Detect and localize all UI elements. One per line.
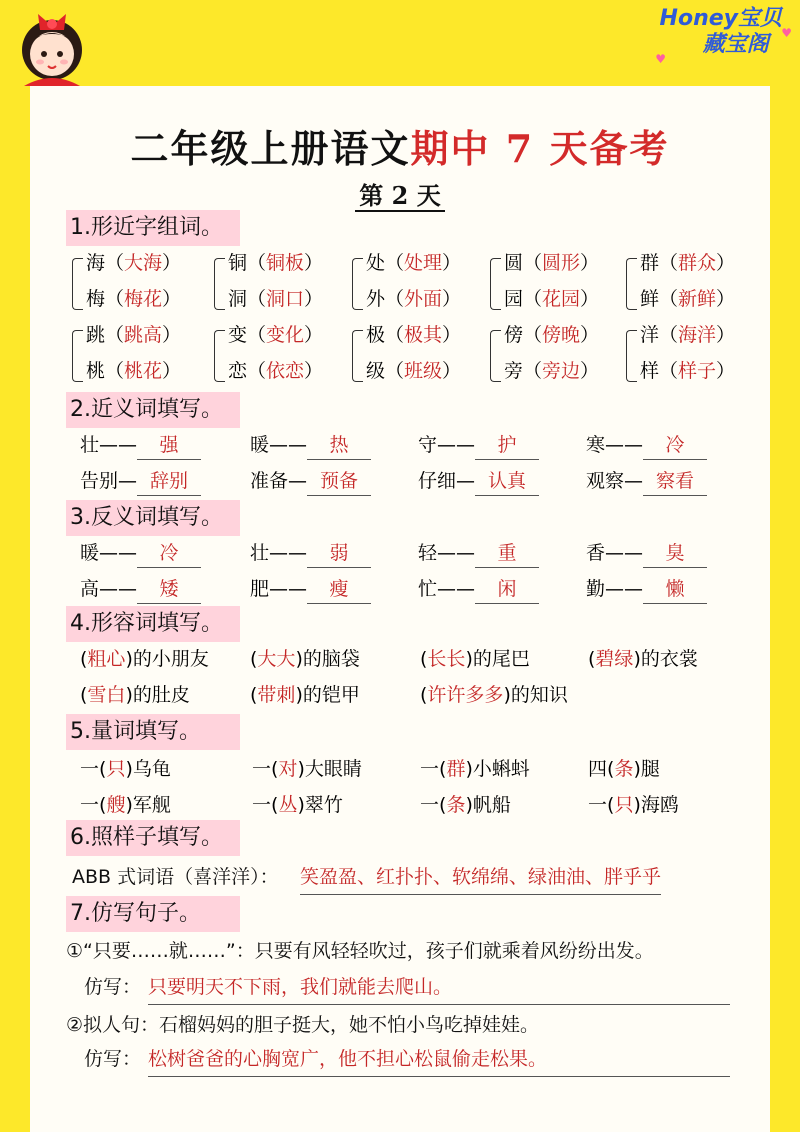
paren-open: （ [105,252,125,274]
char-pair [626,320,766,392]
paren-open: ( [80,648,88,670]
pair-word: 洞口 [266,288,305,310]
paren-close: ) [465,794,473,816]
paren-close: ） [716,324,736,346]
measure-item [588,788,679,822]
pair-line [86,248,181,275]
paren-open: （ [523,360,543,382]
paren-open: ( [420,684,428,706]
synonyms-answer: 辞别 [137,467,201,496]
pair-word: 外面 [404,288,443,310]
paren-close: ) [633,758,641,780]
synonyms-answer: 强 [137,431,201,460]
pair-char: 园 [504,288,524,310]
synonyms-answer: 预备 [307,467,371,496]
paren-close: ) [295,684,303,706]
paren-open: （ [659,252,679,274]
paren-open: （ [105,324,125,346]
title-black: 二年级上册语文 [130,126,411,171]
pair-char: 处 [366,252,386,274]
paren-close: ） [162,252,182,274]
measure-answer: 艘 [106,794,126,816]
pair-word: 旁边 [542,360,581,382]
paren-open: ( [588,648,596,670]
brace-icon [72,258,83,310]
paren-close: ） [580,324,600,346]
antonyms-answer: 矮 [137,575,201,604]
adjective-answer: 许许多多 [427,684,504,706]
paren-open: （ [105,288,125,310]
measure-noun: 小蝌蚪 [472,758,530,780]
pair-line [228,356,323,383]
antonyms-item [586,572,707,606]
synonyms-answer: 热 [307,431,371,460]
paren-close: ) [503,684,511,706]
antonyms-question: 暖—— [80,542,138,564]
paren-open: ( [99,794,107,816]
paren-close: ） [442,324,462,346]
synonyms-answer: 冷 [643,431,707,460]
synonyms-item [586,464,707,498]
paren-open: （ [385,360,405,382]
antonyms-answer: 闲 [475,575,539,604]
adjective-answer: 长长 [427,648,466,670]
synonyms-question: 告别— [80,470,138,492]
pair-line [504,356,599,383]
adjective-noun: 的衣裳 [640,648,698,670]
pair-char: 级 [366,360,386,382]
antonyms-question: 香—— [586,542,644,564]
antonyms-answer: 瘦 [307,575,371,604]
paren-close: ） [162,360,182,382]
antonyms-answer: 冷 [137,539,201,568]
paren-open: （ [247,252,267,274]
pair-word: 处理 [404,252,443,274]
pair-word: 花园 [542,288,581,310]
adjective-item [250,678,360,712]
paren-open: （ [247,288,267,310]
brand-line1: Honey宝贝 [659,6,782,31]
synonyms-answer: 护 [475,431,539,460]
adjective-item [80,678,190,712]
paren-open: （ [659,324,679,346]
pair-char: 变 [228,324,248,346]
antonyms-question: 勤—— [586,578,644,600]
section-5-heading: 5.量词填写。 [66,714,240,750]
char-pair [72,320,212,392]
paren-close: ） [442,252,462,274]
paren-open: （ [105,360,125,382]
paren-close: ) [633,648,641,670]
page-subtitle: 第 2 天 [0,176,800,211]
adjective-item [250,642,360,676]
char-pair [214,248,354,320]
measure-noun: 腿 [640,758,660,780]
paren-open: （ [659,288,679,310]
paren-close: ) [125,758,133,780]
measure-item [420,788,511,822]
imitate-question-1: ①“只要……就……”：只要有风轻轻吹过，孩子们就乘着风纷纷出发。 [66,940,654,962]
brace-icon [352,258,363,310]
measure-item [420,752,530,786]
measure-prefix: 一 [588,794,608,816]
paren-close: ） [580,360,600,382]
char-pair [626,248,766,320]
paren-open: （ [385,324,405,346]
adjective-answer: 雪白 [87,684,126,706]
pair-word: 极其 [404,324,443,346]
pair-char: 鲜 [640,288,660,310]
adjective-item [588,642,698,676]
measure-answer: 只 [106,758,126,780]
paren-close: ） [716,252,736,274]
synonyms-item [418,428,539,462]
pair-char: 海 [86,252,106,274]
pair-line [504,248,599,275]
paren-open: （ [523,324,543,346]
char-pair [352,248,492,320]
paren-close: ) [125,684,133,706]
synonyms-item [80,464,201,498]
pair-word: 海洋 [678,324,717,346]
char-pair [72,248,212,320]
adjective-answer: 碧绿 [595,648,634,670]
char-pair [352,320,492,392]
pair-line [366,320,461,347]
measure-prefix: 一 [252,794,272,816]
pair-line [366,284,461,311]
antonyms-question: 高—— [80,578,138,600]
measure-prefix: 四 [588,758,608,780]
antonyms-item [80,536,201,570]
pair-char: 傍 [504,324,524,346]
pair-char: 洞 [228,288,248,310]
pair-line [86,320,181,347]
adjective-answer: 粗心 [87,648,126,670]
paren-close: ） [580,288,600,310]
synonyms-question: 壮—— [80,434,138,456]
adjective-noun: 的小朋友 [132,648,209,670]
adjective-noun: 的知识 [510,684,568,706]
brace-icon [490,258,501,310]
paren-open: ( [250,684,258,706]
pair-line [640,356,735,383]
pair-line [228,284,323,311]
synonyms-question: 观察— [586,470,644,492]
antonyms-answer: 弱 [307,539,371,568]
paren-close: ） [304,360,324,382]
synonyms-question: 暖—— [250,434,308,456]
paren-open: （ [523,252,543,274]
paren-open: ( [607,758,615,780]
antonyms-answer: 臭 [643,539,707,568]
synonyms-answer: 认真 [475,467,539,496]
pair-word: 样子 [678,360,717,382]
pair-char: 洋 [640,324,660,346]
pair-char: 桃 [86,360,106,382]
abb-label: ABB 式词语（喜洋洋）： [72,866,279,888]
paren-open: ( [250,648,258,670]
adjective-noun: 的尾巴 [472,648,530,670]
antonyms-item [586,536,707,570]
brand-logo [660,6,782,58]
synonyms-item [586,428,707,462]
pair-word: 大海 [124,252,163,274]
measure-item [588,752,660,786]
synonyms-item [418,464,539,498]
pair-char: 极 [366,324,386,346]
paren-close: ） [304,288,324,310]
paren-open: ( [271,794,279,816]
measure-item [80,752,171,786]
paren-open: （ [247,324,267,346]
pair-char: 外 [366,288,386,310]
adjective-noun: 的肚皮 [132,684,190,706]
paren-close: ) [295,648,303,670]
synonyms-question: 仔细— [418,470,476,492]
paren-open: ( [99,758,107,780]
paren-open: （ [523,288,543,310]
measure-prefix: 一 [252,758,272,780]
paren-close: ） [304,324,324,346]
brace-icon [626,258,637,310]
measure-noun: 大眼睛 [304,758,362,780]
brace-icon [214,258,225,310]
pair-char: 圆 [504,252,524,274]
paren-close: ) [297,758,305,780]
adjective-noun: 的脑袋 [302,648,360,670]
paren-close: ） [580,252,600,274]
synonyms-question: 寒—— [586,434,644,456]
section-4-heading: 4.形容词填写。 [66,606,240,642]
measure-noun: 海鸥 [640,794,679,816]
antonyms-answer: 懒 [643,575,707,604]
heart-icon: ♥ [655,52,666,66]
paren-close: ） [442,360,462,382]
imitate-answer-1: 仿写： 只要明天不下雨，我们就能去爬山。 [84,970,734,1004]
char-pair [490,320,630,392]
paren-close: ) [465,648,473,670]
measure-prefix: 一 [420,758,440,780]
synonyms-item [250,464,371,498]
pair-word: 跳高 [124,324,163,346]
antonyms-question: 忙—— [418,578,476,600]
abb-answer: 笑盈盈、红扑扑、软绵绵、绿油油、胖乎乎 [300,860,661,895]
section-3-heading: 3.反义词填写。 [66,500,240,536]
antonyms-question: 肥—— [250,578,308,600]
char-pair [490,248,630,320]
brace-icon [626,330,637,382]
pair-line [504,320,599,347]
paren-open: ( [271,758,279,780]
pair-char: 跳 [86,324,106,346]
measure-noun: 帆船 [472,794,511,816]
pair-word: 傍晚 [542,324,581,346]
measure-answer: 对 [278,758,298,780]
pair-word: 圆形 [542,252,581,274]
pair-char: 样 [640,360,660,382]
pair-line [366,356,461,383]
char-pair [214,320,354,392]
paren-close: ) [125,794,133,816]
brace-icon [490,330,501,382]
synonyms-question: 守—— [418,434,476,456]
paren-open: （ [247,360,267,382]
section-7-heading: 7.仿写句子。 [66,896,240,932]
imitate-answer-2: 仿写： 松树爸爸的心胸宽广，他不担心松鼠偷走松果。 [84,1042,734,1076]
synonyms-item [80,428,201,462]
adjective-item [80,642,209,676]
measure-item [252,788,343,822]
paren-close: ） [162,288,182,310]
antonyms-item [250,572,371,606]
measure-answer: 条 [614,758,634,780]
pair-word: 新鲜 [678,288,717,310]
measure-item [252,752,362,786]
abb-row [72,860,762,894]
adjective-item [420,642,530,676]
pair-char: 群 [640,252,660,274]
measure-item [80,788,171,822]
pair-word: 变化 [266,324,305,346]
paren-close: ） [716,288,736,310]
paren-open: ( [439,758,447,780]
paren-close: ) [297,794,305,816]
antonyms-item [250,536,371,570]
pair-line [640,320,735,347]
adjective-noun: 的铠甲 [302,684,360,706]
paren-open: ( [607,794,615,816]
antonyms-question: 壮—— [250,542,308,564]
pair-char: 铜 [228,252,248,274]
measure-answer: 群 [446,758,466,780]
paren-close: ) [633,794,641,816]
pair-word: 群众 [678,252,717,274]
brace-icon [352,330,363,382]
antonyms-question: 轻—— [418,542,476,564]
brand-line2: 藏宝阁 [702,32,769,57]
pair-word: 桃花 [124,360,163,382]
antonyms-item [418,536,539,570]
section-6-heading: 6.照样子填写。 [66,820,240,856]
antonyms-answer: 重 [475,539,539,568]
pair-char: 恋 [228,360,248,382]
paren-close: ) [465,758,473,780]
adjective-answer: 大大 [257,648,296,670]
paren-open: ( [420,648,428,670]
title-red: 期中 7 天备考 [410,126,670,171]
heart-icon: ♥ [781,26,792,40]
pair-char: 梅 [86,288,106,310]
measure-prefix: 一 [80,758,100,780]
pair-line [366,248,461,275]
pair-line [228,320,323,347]
brace-icon [72,330,83,382]
pair-word: 班级 [404,360,443,382]
paren-close: ) [125,648,133,670]
pair-char: 旁 [504,360,524,382]
measure-noun: 乌龟 [132,758,171,780]
measure-answer: 只 [614,794,634,816]
section-2-heading: 2.近义词填写。 [66,392,240,428]
pair-line [86,356,181,383]
measure-prefix: 一 [420,794,440,816]
pair-line [640,248,735,275]
pair-line [228,248,323,275]
pair-word: 梅花 [124,288,163,310]
paren-open: （ [385,288,405,310]
measure-noun: 翠竹 [304,794,343,816]
pair-line [86,284,181,311]
imitate-question-2: ②拟人句：石榴妈妈的胆子挺大，她不怕小鸟吃掉娃娃。 [66,1014,540,1036]
paren-open: ( [80,684,88,706]
measure-answer: 丛 [278,794,298,816]
paren-close: ） [716,360,736,382]
pair-word: 依恋 [266,360,305,382]
measure-noun: 军舰 [132,794,171,816]
paren-close: ） [442,288,462,310]
antonyms-item [80,572,201,606]
paren-close: ） [304,252,324,274]
girl-avatar-icon [8,0,98,90]
paren-open: （ [659,360,679,382]
paren-close: ） [162,324,182,346]
page-title [0,118,800,173]
paren-open: ( [439,794,447,816]
brace-icon [214,330,225,382]
section-1-heading: 1.形近字组词。 [66,210,240,246]
synonyms-question: 准备— [250,470,308,492]
pair-line [640,284,735,311]
paren-open: （ [385,252,405,274]
adjective-item [420,678,568,712]
pair-word: 铜板 [266,252,305,274]
measure-prefix: 一 [80,794,100,816]
measure-answer: 条 [446,794,466,816]
adjective-answer: 带刺 [257,684,296,706]
antonyms-item [418,572,539,606]
synonyms-answer: 察看 [643,467,707,496]
synonyms-item [250,428,371,462]
pair-line [504,284,599,311]
